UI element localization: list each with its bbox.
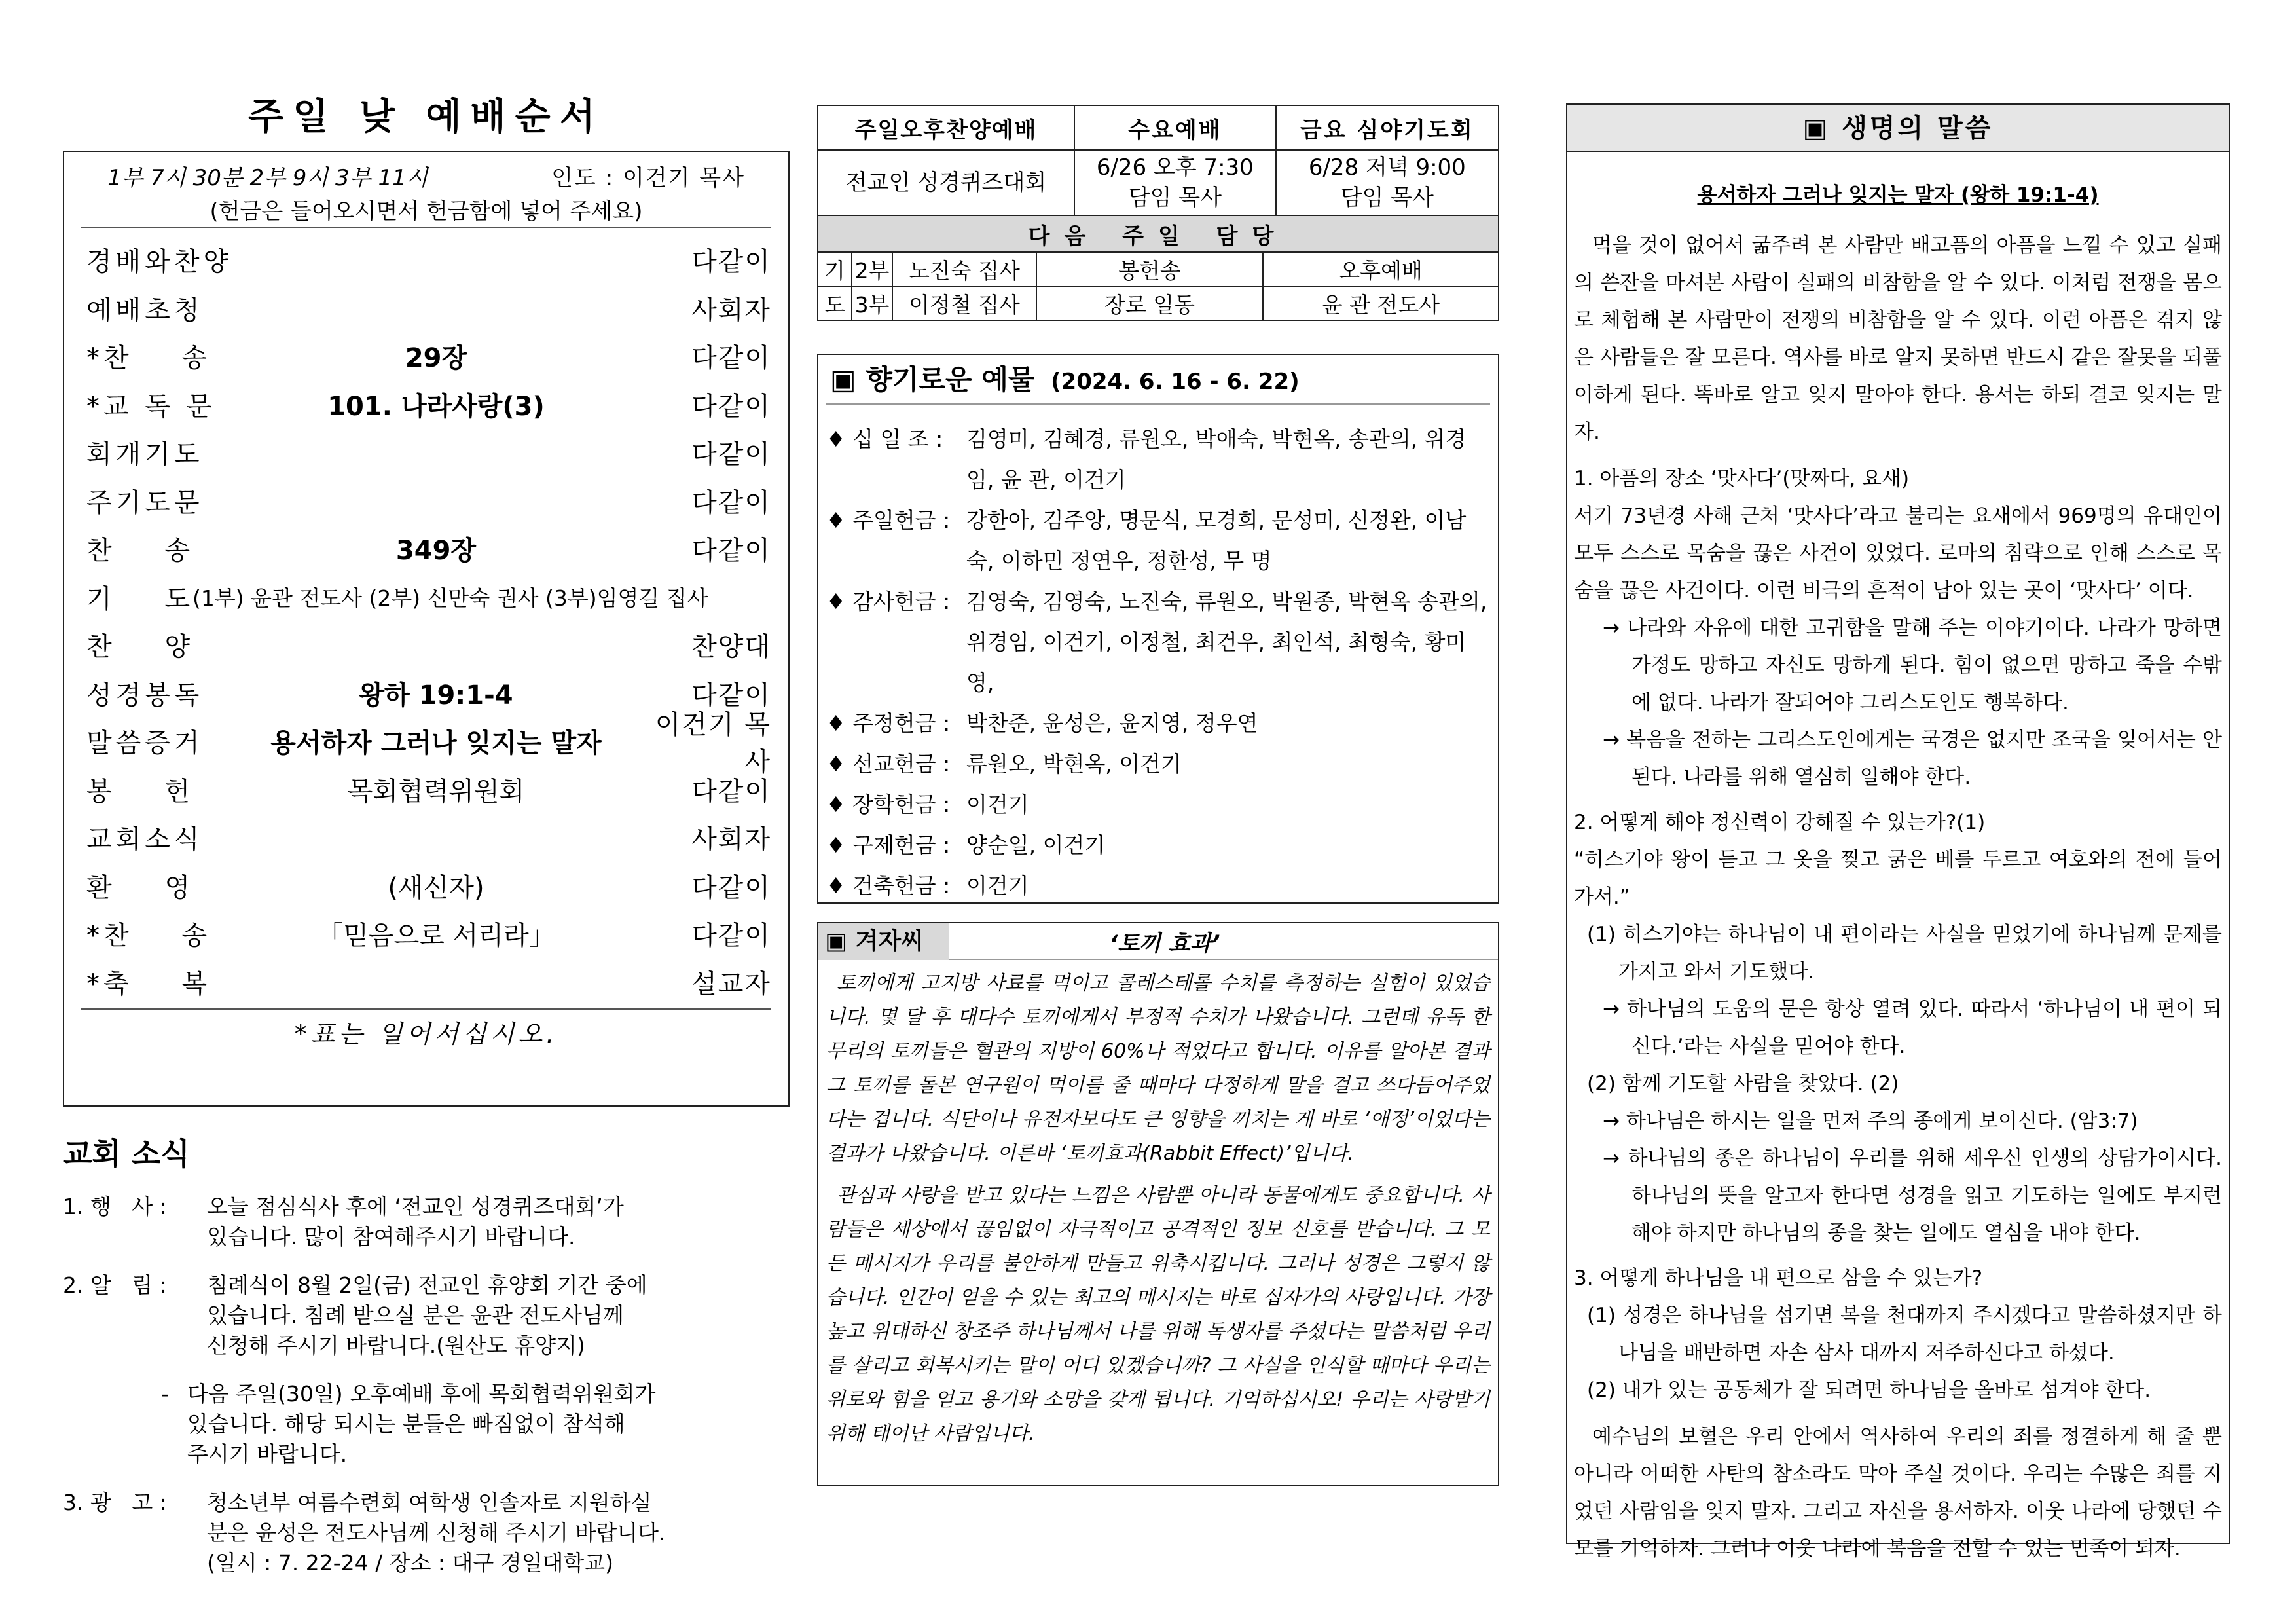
offerings-date: (2024. 6. 16 - 6. 22): [1051, 369, 1300, 395]
order-item-content: 용서하자 그러나 잊지는 말자: [270, 728, 602, 759]
news-body: 오늘 점심식사 후에 ‘전교인 성경퀴즈대회’가 있습니다. 많이 참여해주시기 바랍니다.: [207, 1194, 624, 1249]
offering-label: ♦ 주정헌금 :: [826, 710, 951, 736]
offering-label: ♦ 선교헌금 :: [826, 751, 951, 777]
offering-names: 양순일, 이건기: [966, 832, 1106, 858]
order-item-name: *찬 송: [86, 343, 211, 374]
schedule-leader: 담임 목사: [1128, 185, 1222, 211]
news-body: 청소년부 여름수련회 여학생 인솔자로 지원하실 분은 윤성은 전도사님께 신청해 주시기 바랍니다. (일시 : 7. 22-24 / 장소 : 대구 경일대학교): [207, 1490, 666, 1576]
news-label: 2. 알 림 :: [63, 1272, 167, 1298]
order-item-leader: 다같이: [691, 872, 771, 903]
essay-paragraph: 토끼에게 고지방 사료를 먹이고 콜레스테롤 수치를 측정하는 실험이 있었습니다. 몇 달 후 대다수 토끼에게서 부정적 수치가 나왔습니다. 그런데 유독 한 무리의 토끼들은 혈관의 지방이 60%나 적었다고 합니다. 이유를 알아본 결과 그 토끼를 돌본 연구원이 먹이를 줄 때마다 다정하게 말을 걸고 쓰다듬어주었다는 겁니다. 식단이나 유전자보다도 큰 영향을 끼치는 게 바로 ‘애정’이었다는 결과가 나왔습니다. 이른바 ‘토끼효과(Rabbit Effect)’입니다.: [826, 972, 1490, 1165]
offering-label: ♦ 십 일 조 :: [826, 426, 943, 452]
worship-order-row: [81, 525, 771, 573]
sermon-conclusion: 예수님의 보혈은 우리 안에서 역사하여 우리의 죄를 정결하게 해 줄 뿐 아니라 어떠한 사탄의 참소라도 막아 주실 것이다. 우리는 수많은 죄를 지었던 사람임을 잊지 말자. 그리고 자신을 용서하자. 이웃 나라에 당했던 수모를 기억하자. 그러나 이웃 나라에 복음을 전할 수 있는 민족이 되자.: [1574, 1425, 2222, 1560]
news-label: 1. 행 사 :: [63, 1194, 167, 1219]
sermon-heading: ▣ 생명의 말씀: [1567, 105, 2229, 152]
essay-heading: [818, 923, 1498, 960]
duty-part: 3부: [852, 286, 892, 320]
offering-label: ♦ 주일헌금 :: [826, 507, 951, 533]
arrow-point: → 하나님은 하시는 일을 먼저 주의 종에게 보이신다. (암3:7): [1603, 1109, 2138, 1133]
worship-order-row: [81, 380, 771, 429]
news-item-event: [63, 1192, 790, 1252]
offering-song-title: 봉헌송: [1036, 252, 1263, 286]
offering-names: 이건기: [966, 792, 1029, 817]
offering-note: (헌금은 들어오시면서 헌금함에 넣어 주세요): [81, 195, 771, 228]
prayer-label: 기: [818, 252, 852, 286]
arrow-point: → 하나님의 도움의 문은 항상 열려 있다. 따라서 ‘하나님이 내 편이 되신다.’라는 사실을 믿어야 한다.: [1603, 997, 2222, 1058]
worship-order-row: [81, 477, 771, 525]
essay-title: ‘토끼 효과’: [1109, 931, 1220, 957]
offering-row: [826, 703, 1490, 744]
worship-order-row: [81, 862, 771, 910]
schedule-cell: [1074, 150, 1276, 215]
news-subitem: [161, 1379, 790, 1469]
worship-order-row: [81, 813, 771, 862]
offerings-box: [817, 354, 1499, 904]
section-text: 서기 73년경 사해 근처 ‘맛사다’라고 불리는 요새에서 969명의 유대인이 모두 스스로 목숨을 끊은 사건이 있었다. 로마의 침략으로 인해 스스로 목숨을 끊은 사건이다. 이런 비극의 흔적이 남아 있는 곳이 ‘맛사다’ 이다.: [1574, 504, 2222, 602]
schedule-cell: 전교인 성경퀴즈대회: [818, 150, 1074, 215]
arrow-point: → 나라와 자유에 대한 고귀함을 말해 주는 이야기이다. 나라가 망하면 가정도 망하고 자신도 망하게 된다. 힘이 없으면 망하고 죽을 수밖에 없다. 나라가 잘되어야 그리스도인도 행복하다.: [1603, 616, 2222, 714]
schedule-leader: 담임 목사: [1340, 185, 1434, 211]
order-item-leader: 사회자: [691, 824, 771, 855]
news-body: 침례식이 8월 2일(금) 전교인 휴양회 기간 중에 있습니다. 침례 받으실 분은 윤관 전도사님께 신청해 주시기 바랍니다.(원산도 휴양지): [207, 1272, 647, 1358]
prayer-label: 도: [818, 286, 852, 320]
sermon-body: [1567, 152, 2229, 1568]
offering-label: ♦ 감사헌금 :: [826, 589, 951, 614]
order-item-name: 환 영: [86, 872, 194, 903]
order-item-leader: 다같이: [691, 921, 771, 951]
order-item-leader: 찬양대: [691, 632, 771, 663]
worship-order-row: [81, 284, 771, 333]
numbered-point: (2) 함께 기도할 사람을 찾았다. (2): [1587, 1072, 1899, 1096]
section-title: 3. 어떻게 하나님을 내 편으로 삼을 수 있는가?: [1574, 1266, 1983, 1290]
order-item-name: 주기도문: [86, 487, 204, 518]
duty-person: 노진숙 집사: [892, 252, 1036, 286]
schedule-cell: [1276, 150, 1499, 215]
schedule-table: [817, 105, 1499, 253]
worship-order-row: [81, 428, 771, 477]
schedule-time: 6/28 저녁 9:00: [1308, 155, 1466, 181]
order-item-name: *교 독 문: [86, 391, 216, 422]
worship-order-row: [81, 573, 771, 621]
offering-names: 류원오, 박현옥, 이건기: [966, 751, 1182, 777]
order-item-content: 349장: [395, 536, 477, 566]
offering-label: ♦ 구제헌금 :: [826, 832, 951, 858]
service-times: 1부 7시 30분 2부 9시 3부 11시: [107, 165, 428, 191]
afternoon-service-title: 오후예배: [1263, 252, 1499, 286]
order-item-name: 찬 양: [86, 632, 194, 663]
schedule-header: 수요예배: [1074, 105, 1276, 150]
duty-part: 2부: [852, 252, 892, 286]
worship-order-box: [63, 151, 790, 1107]
order-item-name: *찬 송: [86, 921, 211, 951]
news-item-ad: [63, 1488, 790, 1578]
worship-order-row: [81, 236, 771, 284]
worship-order-title: 주일 낮 예배순서: [248, 96, 604, 138]
order-item-name: 예배초청: [86, 295, 204, 325]
offering-names: 강한아, 김주앙, 명문식, 모경희, 문성미, 신정완, 이남숙, 이하민 정연우, 정한성, 무 명: [966, 507, 1467, 574]
order-item-name: 기 도: [86, 583, 194, 614]
dash-marker: -: [161, 1381, 169, 1407]
offering-row: [826, 581, 1490, 703]
order-item-leader: 다같이: [691, 391, 771, 422]
schedule-time: 6/26 오후 7:30: [1096, 155, 1254, 181]
news-item-notice: [63, 1270, 790, 1361]
order-item-leader: 다같이: [691, 536, 771, 566]
worship-order-row: [81, 910, 771, 958]
essay-tag: ▣ 겨자씨: [818, 923, 949, 960]
essay-paragraph: 관심과 사랑을 받고 있다는 느낌은 사람뿐 아니라 동물에게도 중요합니다. 사람들은 세상에서 끊임없이 자극적이고 공격적인 정보 신호를 받습니다. 그 모든 메시지가 우리를 불안하게 만들고 위축시킵니다. 그러나 성경은 그렇지 않습니다. 인간이 얻을 수 있는 최고의 메시지는 바로 십자가의 사랑입니다. 가장 높고 위대하신 창조주 하나님께서 나를 위해 독생자를 주셨다는 말씀처럼 우리를 살리고 회복시키는 말이 어디 있겠습니까? 그 사실을 인식할 때마다 우리는 위로와 힘을 얻고 용기와 소망을 갖게 됩니다. 기억하십시오! 우리는 사랑받기 위해 태어난 사람입니다.: [826, 1184, 1490, 1445]
offering-names: 김영숙, 김영숙, 노진숙, 류원오, 박원종, 박현옥 송관의, 위경임, 이건기, 이정철, 최건우, 최인석, 최형숙, 황미영,: [966, 589, 1487, 695]
order-item-content: 「믿음으로 서리라」: [317, 921, 555, 951]
order-item-leader: 다같이: [691, 487, 771, 518]
church-news-title: 교회 소식: [63, 1136, 190, 1172]
section-title: 2. 어떻게 해야 정신력이 강해질 수 있는가?(1): [1574, 811, 1986, 834]
section-title: 1. 아픔의 장소 ‘맛사다’(맛짜다, 요새): [1574, 467, 1910, 490]
standing-footnote: *표는 일어서십시오.: [81, 1008, 771, 1050]
offerings-list: [826, 405, 1490, 906]
sermon-column: [1566, 103, 2230, 1560]
offering-label: ♦ 건축헌금 :: [826, 873, 951, 898]
worship-order-row: [81, 766, 771, 814]
offering-row: [826, 825, 1490, 866]
offering-row: [826, 419, 1490, 500]
order-item-leader: 다같이: [691, 439, 771, 470]
worship-order-row: [81, 621, 771, 669]
worship-order-list: [81, 236, 771, 1006]
offerings-title: 향기로운 예물: [866, 363, 1035, 396]
arrow-point: → 복음을 전하는 그리스도인에게는 국경은 없지만 조국을 잊어서는 안 된다. 나라를 위해 열심히 일해야 한다.: [1603, 728, 2222, 789]
service-times-line: [81, 161, 771, 195]
news-label: 3. 광 고 :: [63, 1490, 167, 1515]
numbered-point: (1) 히스기야는 하나님이 내 편이라는 사실을 믿었기에 하나님께 문제를 가지고 와서 기도했다.: [1587, 923, 2222, 984]
essay-body: [818, 960, 1498, 1451]
order-item-leader: 설교자: [691, 969, 771, 999]
duty-person: 이정철 집사: [892, 286, 1036, 320]
worship-order-row: [81, 958, 771, 1006]
church-news-list: [63, 1192, 790, 1578]
order-item-content: (1부) 윤관 전도사 (2부) 신만숙 권사 (3부)임영길 집사: [192, 585, 708, 611]
schedule-header: 금요 심야기도회: [1276, 105, 1499, 150]
offering-row: [826, 744, 1490, 784]
arrow-point: → 하나님의 종은 하나님이 우리를 위해 세우신 인생의 상담가이시다. 하나님의 뜻을 알고자 한다면 성경을 읽고 기도하는 일에도 부지런해야 하지만 하나님의 종을 찾는 일에도 열심을 내야 한다.: [1603, 1147, 2222, 1245]
afternoon-service-person: 윤 관 전도사: [1263, 286, 1499, 320]
order-item-name: 말씀증거: [86, 728, 204, 759]
worship-order-row: [81, 332, 771, 380]
offerings-heading: [826, 355, 1490, 405]
order-item-name: 성경봉독: [86, 680, 204, 710]
order-item-name: *축 복: [86, 969, 211, 999]
order-item-leader: 이건기 목사: [655, 709, 771, 777]
schedule-header: 주일오후찬양예배: [818, 105, 1074, 150]
order-item-leader: 다같이: [691, 776, 771, 807]
offering-song-person: 장로 일동: [1036, 286, 1263, 320]
order-item-leader: 사회자: [691, 295, 771, 325]
order-item-leader: 다같이: [691, 247, 771, 278]
offering-names: 김영미, 김혜경, 류원오, 박애숙, 박현옥, 송관의, 위경임, 윤 관, 이건기: [966, 426, 1467, 492]
sermon-subtitle: 용서하자 그러나 잊지는 말자 (왕하 19:1-4): [1697, 183, 2099, 207]
service-leader: 인도 : 이건기 목사: [551, 165, 745, 191]
order-item-name: 경배와찬양: [86, 247, 233, 278]
offering-row: [826, 866, 1490, 906]
numbered-point: (2) 내가 있는 공동체가 잘 되려면 하나님을 올바로 섬겨야 한다.: [1587, 1378, 2151, 1402]
numbered-point: (1) 성경은 하나님을 섬기면 복을 천대까지 주시겠다고 말씀하셨지만 하나님을 배반하면 자손 삼사 대까지 저주하신다고 하셨다.: [1587, 1304, 2222, 1365]
offering-row: [826, 500, 1490, 581]
sermon-intro: 먹을 것이 없어서 굶주려 본 사람만 배고픔의 아픔을 느낄 수 있고 실패의 쓴잔을 마셔본 사람이 실패의 비참함을 알 수 있다. 이처럼 전쟁을 몸으로 체험해 본 사람만이 전쟁의 비참함을 알 수 있다. 이런 아픔은 겪지 않은 사람들은 잘 모른다. 역사를 바로 알지 못하면 반드시 같은 잘못을 되풀이하게 된다. 똑바로 알고 잊지 말아야 한다. 용서는 하되 결코 잊지는 말자.: [1574, 234, 2222, 444]
order-item-content: 목회협력위원회: [347, 776, 525, 807]
order-item-name: 교회소식: [86, 824, 204, 855]
order-item-leader: 다같이: [691, 343, 771, 374]
order-item-name: 봉 헌: [86, 776, 194, 807]
middle-column: [817, 105, 1499, 1486]
order-item-leader: 다같이: [691, 680, 771, 710]
order-item-name: 찬 송: [86, 536, 194, 566]
essay-box: [817, 922, 1499, 1486]
order-item-name: 회개기도: [86, 439, 204, 470]
scripture-quote: “히스기야 왕이 듣고 그 옷을 찢고 굵은 베를 두르고 여호와의 전에 들어가서.”: [1574, 848, 2222, 909]
next-week-heading: 다음 주일 담당: [818, 215, 1499, 252]
worship-order-column: [63, 92, 790, 1596]
duty-table: [817, 251, 1499, 321]
offering-names: 박찬준, 윤성은, 윤지영, 정우연: [966, 710, 1258, 736]
order-item-content: 101. 나라사랑(3): [327, 391, 545, 422]
order-item-content: 왕하 19:1-4: [359, 680, 513, 710]
worship-order-row: [81, 709, 771, 777]
offering-names: 이건기: [966, 873, 1029, 898]
order-item-content: 29장: [405, 343, 467, 374]
offering-row: [826, 784, 1490, 825]
news-body: 다음 주일(30일) 오후예배 후에 목회협력위원회가 있습니다. 해당 되시는 분들은 빠짐없이 참석해 주시기 바랍니다.: [187, 1381, 656, 1467]
square-icon: ▣: [830, 363, 856, 396]
offering-label: ♦ 장학헌금 :: [826, 792, 951, 817]
order-item-content: (새신자): [388, 872, 484, 903]
